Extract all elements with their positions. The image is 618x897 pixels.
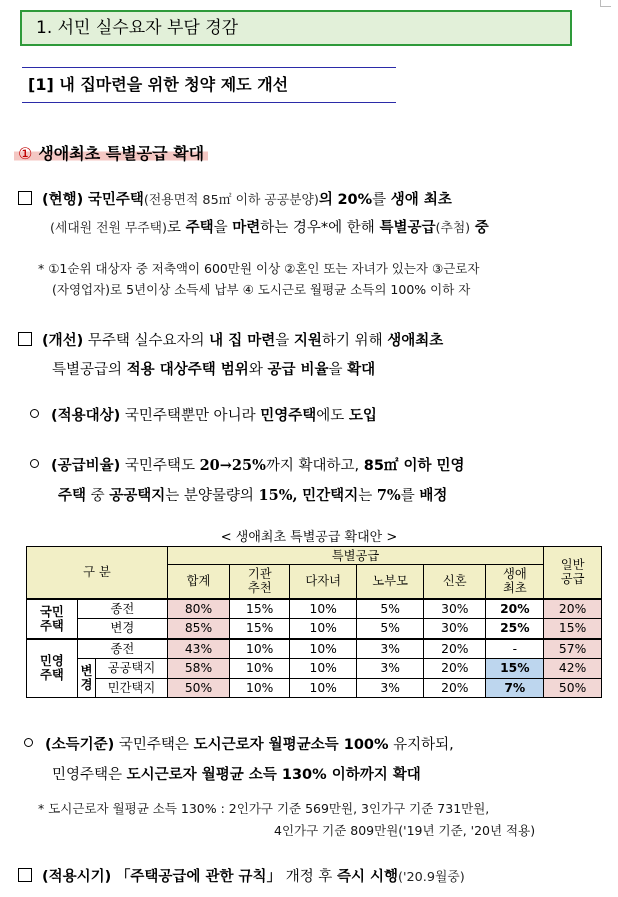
text-particle-eul: 을 <box>275 333 290 349</box>
text-date: ('20.9월중) <box>398 870 465 885</box>
cell: 3% <box>357 659 424 678</box>
group-private: 민영 주택 <box>27 639 78 698</box>
table-row <box>27 639 602 659</box>
timing-line <box>18 865 465 886</box>
cell-first-time: 20% <box>486 599 544 619</box>
text-house: 주택 <box>58 488 87 504</box>
col-first-time-2: 최초 <box>502 581 527 596</box>
row-label: 민간택지 <box>96 678 168 697</box>
text-first-time: 생애최초 <box>387 333 444 349</box>
cell: 10% <box>230 678 290 697</box>
label-current: (현행) <box>42 192 84 208</box>
text-area-note: (전용면적 85㎡ 이하 공공분양) <box>143 193 319 208</box>
circled-number: ① <box>18 144 33 163</box>
table-row <box>27 678 602 697</box>
text-7pct: 7% <box>376 487 401 504</box>
text-buyers: 무주택 실수요자의 <box>87 333 205 349</box>
text-acquire: 마련 <box>232 220 261 236</box>
text-not-only: 뿐만 아니라 <box>180 408 256 424</box>
col-multichild: 다자녀 <box>290 565 357 599</box>
cell-first-time: - <box>486 639 544 659</box>
sub-title: [1] 내 집마련을 위한 청약 제도 개선 <box>22 67 396 103</box>
text-also: 에도 <box>316 408 345 424</box>
text-ratio: 공급 비율 <box>267 362 329 378</box>
text-expand: 확대 <box>347 362 376 378</box>
table-title: < 생애최초 특별공급 확대안 > <box>220 530 398 545</box>
income-note-2: 4인가구 기준 809만원('19년 기준, '20년 적용) <box>274 823 536 838</box>
cell: 10% <box>290 678 357 697</box>
text-particle-eul: 을 <box>328 362 343 378</box>
reform-line-2 <box>52 358 375 379</box>
text-special-supply: 특별공급 <box>379 220 436 236</box>
text-particle-reul: 를 <box>400 488 415 504</box>
cell: 3% <box>357 639 424 659</box>
cell-first-time: 15% <box>486 659 544 678</box>
cell: 10% <box>230 639 290 659</box>
label-reform: (개선) <box>42 333 84 349</box>
table-row <box>27 659 602 678</box>
text-expand-until: 까지 확대하고, <box>265 458 360 474</box>
text-house: 주택 <box>185 220 214 236</box>
income-line-2 <box>52 763 421 784</box>
cell-total: 43% <box>167 639 229 659</box>
text-private-is: 민영주택은 <box>52 767 123 783</box>
text-income-100: 도시근로자 월평균소득 100% <box>193 737 389 753</box>
circle-bullet-icon <box>24 738 33 747</box>
header-general-1: 일반 <box>560 558 585 573</box>
text-household: (세대원 전원 무주택) <box>50 221 168 236</box>
col-agency-2: 추천 <box>247 581 272 596</box>
text-15pct: 15%, <box>258 487 298 504</box>
circled-heading <box>14 141 208 164</box>
text-private-85: 85㎡ 이하 민영 <box>363 458 465 474</box>
cell-general: 42% <box>544 659 602 678</box>
cell: 20% <box>424 639 486 659</box>
ratio-line-2 <box>58 484 447 505</box>
text-of-supply: 는 분양물량의 <box>165 488 254 504</box>
col-first-time <box>486 565 544 599</box>
text-maintain: 유지하되, <box>393 737 454 753</box>
ratio-line-1 <box>30 454 465 475</box>
checkbox-square <box>18 868 32 882</box>
col-agency <box>230 565 290 599</box>
text-national-housing: 국민주택 <box>124 408 181 424</box>
table-row <box>27 599 602 619</box>
header-special: 특별공급 <box>167 547 543 565</box>
cell: 5% <box>357 599 424 619</box>
cell-total: 50% <box>167 678 229 697</box>
row-label: 종전 <box>77 639 167 659</box>
text-particle-ro: 로 <box>167 220 182 236</box>
cell: 15% <box>230 619 290 639</box>
text-allocate: 배정 <box>419 488 448 504</box>
cell-general: 15% <box>544 619 602 639</box>
current-note-1: * ①1순위 대상자 중 저축액이 600만원 이상 ②혼인 또는 자녀가 있는자 ③근로자 <box>38 261 480 276</box>
text-national-is: 국민주택은 <box>118 737 189 753</box>
text-private-housing: 민영주택 <box>260 408 317 424</box>
label-income: (소득기준) <box>45 737 115 753</box>
text-particle-do: 도 <box>180 458 195 474</box>
row-label: 종전 <box>77 599 167 619</box>
cell-total: 80% <box>167 599 229 619</box>
text-particle-eul: 을 <box>213 220 228 236</box>
label-ratio: (공급비율) <box>51 458 121 474</box>
text-support: 지원 <box>293 333 322 349</box>
scope-line <box>30 404 377 425</box>
text-special-supply: 특별공급 <box>52 362 109 378</box>
cell: 5% <box>357 619 424 639</box>
cell-general: 50% <box>544 678 602 697</box>
col-elderly: 노부모 <box>357 565 424 599</box>
text-scope: 적용 대상주택 범위 <box>126 362 249 378</box>
text-of: 의 <box>318 192 333 208</box>
table-header-row <box>27 547 602 565</box>
text-ratio-change: 20→25% <box>199 457 266 474</box>
cell: 10% <box>290 619 357 639</box>
sub-change: 변 경 <box>77 659 95 698</box>
cell: 30% <box>424 599 486 619</box>
text-particle: 를 <box>372 192 387 208</box>
row-label: 공공택지 <box>96 659 168 678</box>
cell: 3% <box>357 678 424 697</box>
cell: 10% <box>290 639 357 659</box>
checkbox-square <box>18 191 32 205</box>
text-first-time: 생애 최초 <box>390 192 452 208</box>
text-after-revision: 개정 후 <box>285 869 333 885</box>
text-percent: 20% <box>337 192 373 208</box>
header-gubun: 구 분 <box>27 547 168 599</box>
text-national-housing: 국민주택 <box>124 458 181 474</box>
reform-line-1 <box>18 329 443 350</box>
text-particle-wa: 와 <box>248 362 263 378</box>
cell-first-time: 7% <box>486 678 544 697</box>
text-national-housing: 국민주택 <box>87 192 144 208</box>
col-first-time-1: 생애 <box>502 567 527 582</box>
label-timing: (적용시기) <box>42 869 112 885</box>
row-label: 변경 <box>77 619 167 639</box>
section-title: 1. 서민 실수요자 부담 경감 <box>20 10 572 46</box>
text-public-land: 공공택지 <box>109 488 166 504</box>
cell-first-time: 25% <box>486 619 544 639</box>
cell: 10% <box>230 659 290 678</box>
income-note-1: * 도시근로자 월평균 소득 130% : 2인가구 기준 569만원, 3인가구 기준 731만원, <box>38 801 490 816</box>
current-note-2: (자영업자)로 5년이상 소득세 납부 ④ 도시근로 월평균 소득의 100% 이하 자 <box>52 282 471 297</box>
col-agency-1: 기관 <box>247 567 272 582</box>
cell-total: 58% <box>167 659 229 678</box>
cell-total: 85% <box>167 619 229 639</box>
circle-bullet-icon <box>30 409 39 418</box>
col-newlywed: 신혼 <box>424 565 486 599</box>
header-general <box>544 547 602 599</box>
current-line-2 <box>50 216 489 237</box>
text-own-home: 내 집 마련 <box>209 333 276 349</box>
text-particle-neun: 는 <box>358 488 373 504</box>
supply-table <box>26 546 602 698</box>
text-rule-name: 「주택공급에 관한 규칙」 <box>115 869 282 885</box>
cell: 30% <box>424 619 486 639</box>
circled-heading-text: 생애최초 특별공급 확대 <box>38 144 205 163</box>
page-corner-mark <box>600 0 611 7</box>
current-line-1 <box>18 188 452 209</box>
cell: 20% <box>424 659 486 678</box>
text-among: 중 <box>90 488 105 504</box>
checkbox-square <box>18 332 32 346</box>
text-private-land: 민간택지 <box>302 488 359 504</box>
income-line-1 <box>24 733 454 754</box>
text-lottery: (추첨) <box>435 221 471 236</box>
label-scope: (적용대상) <box>51 408 121 424</box>
cell: 20% <box>424 678 486 697</box>
col-total: 합계 <box>167 565 229 599</box>
text-income-130: 도시근로자 월평균 소득 130% 이하까지 확대 <box>126 767 421 783</box>
text-particle-ui: 의 <box>108 362 123 378</box>
header-general-2: 공급 <box>560 572 585 587</box>
table-row <box>27 619 602 639</box>
group-public: 국민 주택 <box>27 599 78 639</box>
cell: 15% <box>230 599 290 619</box>
cell: 10% <box>290 599 357 619</box>
text-condition: 하는 경우*에 한해 <box>260 220 375 236</box>
text-introduce: 도입 <box>348 408 377 424</box>
text-in-order: 하기 위해 <box>321 333 383 349</box>
text-immediate: 즉시 시행 <box>336 869 399 885</box>
text-among: 중 <box>474 220 489 236</box>
cell-general: 57% <box>544 639 602 659</box>
cell-general: 20% <box>544 599 602 619</box>
circle-bullet-icon <box>30 459 39 468</box>
cell: 10% <box>290 659 357 678</box>
